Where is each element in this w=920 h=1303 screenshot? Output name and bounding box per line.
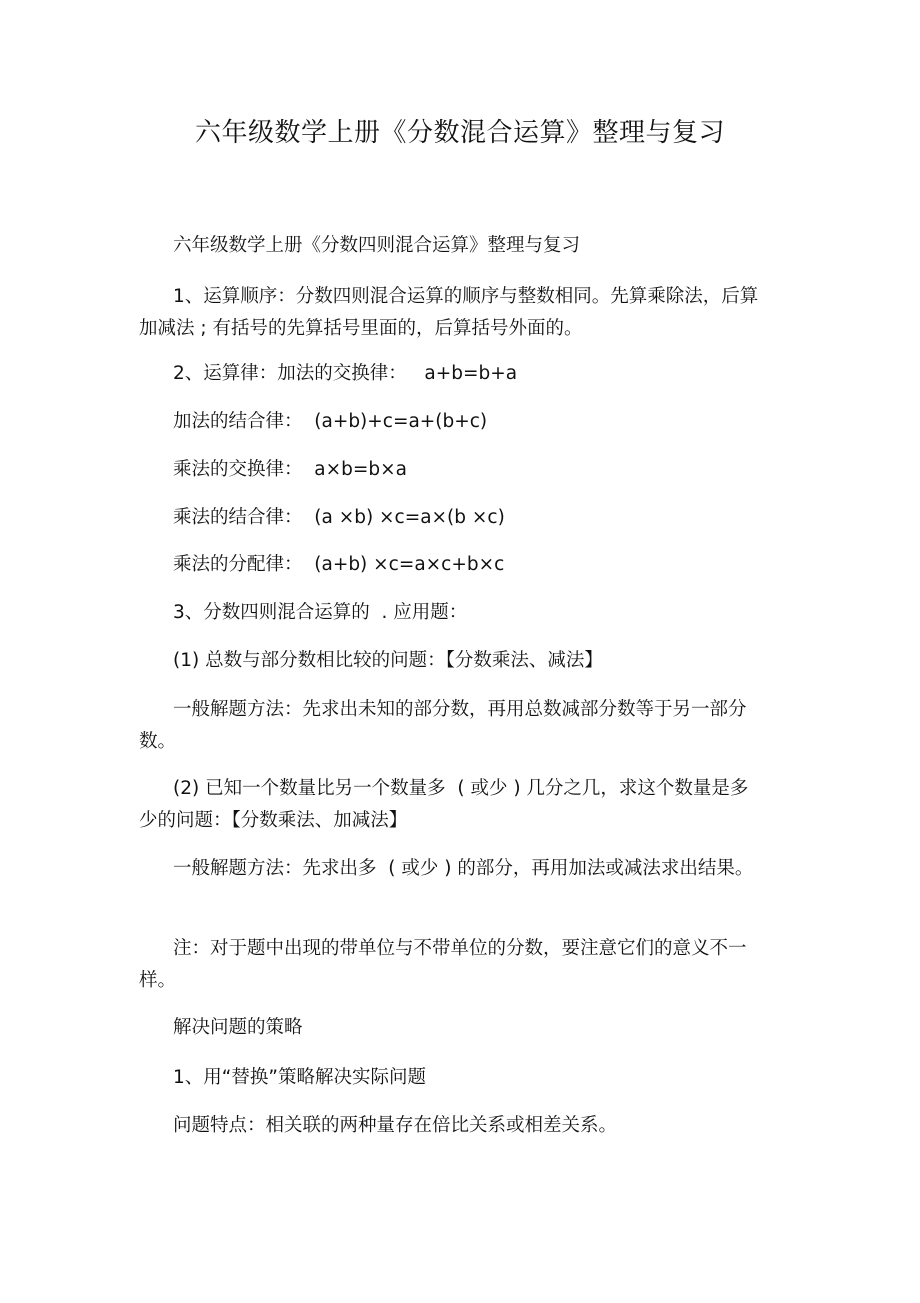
paragraph-method-2: 一般解题方法：先求出多 ( 或少 ) 的部分，再用加法或减法求出结果。 [173, 858, 754, 879]
paragraph-problem-features: 问题特点：相关联的两种量存在倍比关系或相差关系。 [173, 1115, 618, 1136]
document-title: 六年级数学上册《分数混合运算》整理与复习 [194, 118, 725, 148]
paragraph-problem-2: (2) 已知一个数量比另一个数量多 ( 或少 ) 几分之几，求这个数量是多少的问题：【分数乘法、加减法】 [139, 778, 749, 831]
paragraph-subtitle: 六年级数学上册《分数四则混合运算》整理与复习 [173, 235, 581, 256]
paragraph-problem-1: (1) 总数与部分数相比较的问题：【分数乘法、减法】 [173, 650, 603, 671]
paragraph-multiplication-commutative: 乘法的交换律： a×b=b×a [173, 459, 407, 480]
paragraph-addition-associative: 加法的结合律： (a+b)+c=a+(b+c) [173, 411, 488, 432]
paragraph-addition-commutative: 2、运算律：加法的交换律： a+b=b+a [173, 363, 518, 384]
paragraph-strategy-heading: 解决问题的策略 [173, 1017, 303, 1038]
paragraph-distributive: 乘法的分配律： (a+b) ×c=a×c+b×c [173, 554, 505, 575]
paragraph-multiplication-associative: 乘法的结合律： (a ×b) ×c=a×(b ×c) [173, 507, 505, 528]
paragraph-method-1: 一般解题方法：先求出未知的部分数，再用总数减部分数等于另一部分数。 [139, 699, 747, 752]
paragraph-note: 注：对于题中出现的带单位与不带单位的分数，要注意它们的意义不一样。 [139, 938, 747, 991]
paragraph-operation-order: 1、运算顺序：分数四则混合运算的顺序与整数相同。先算乘除法，后算加减法 ; 有括号的先算括号里面的，后算括号外面的。 [139, 286, 759, 339]
paragraph-applications-heading: 3、分数四则混合运算的 . 应用题： [173, 602, 468, 623]
paragraph-substitution-strategy: 1、用“替换”策略解决实际问题 [173, 1067, 426, 1088]
